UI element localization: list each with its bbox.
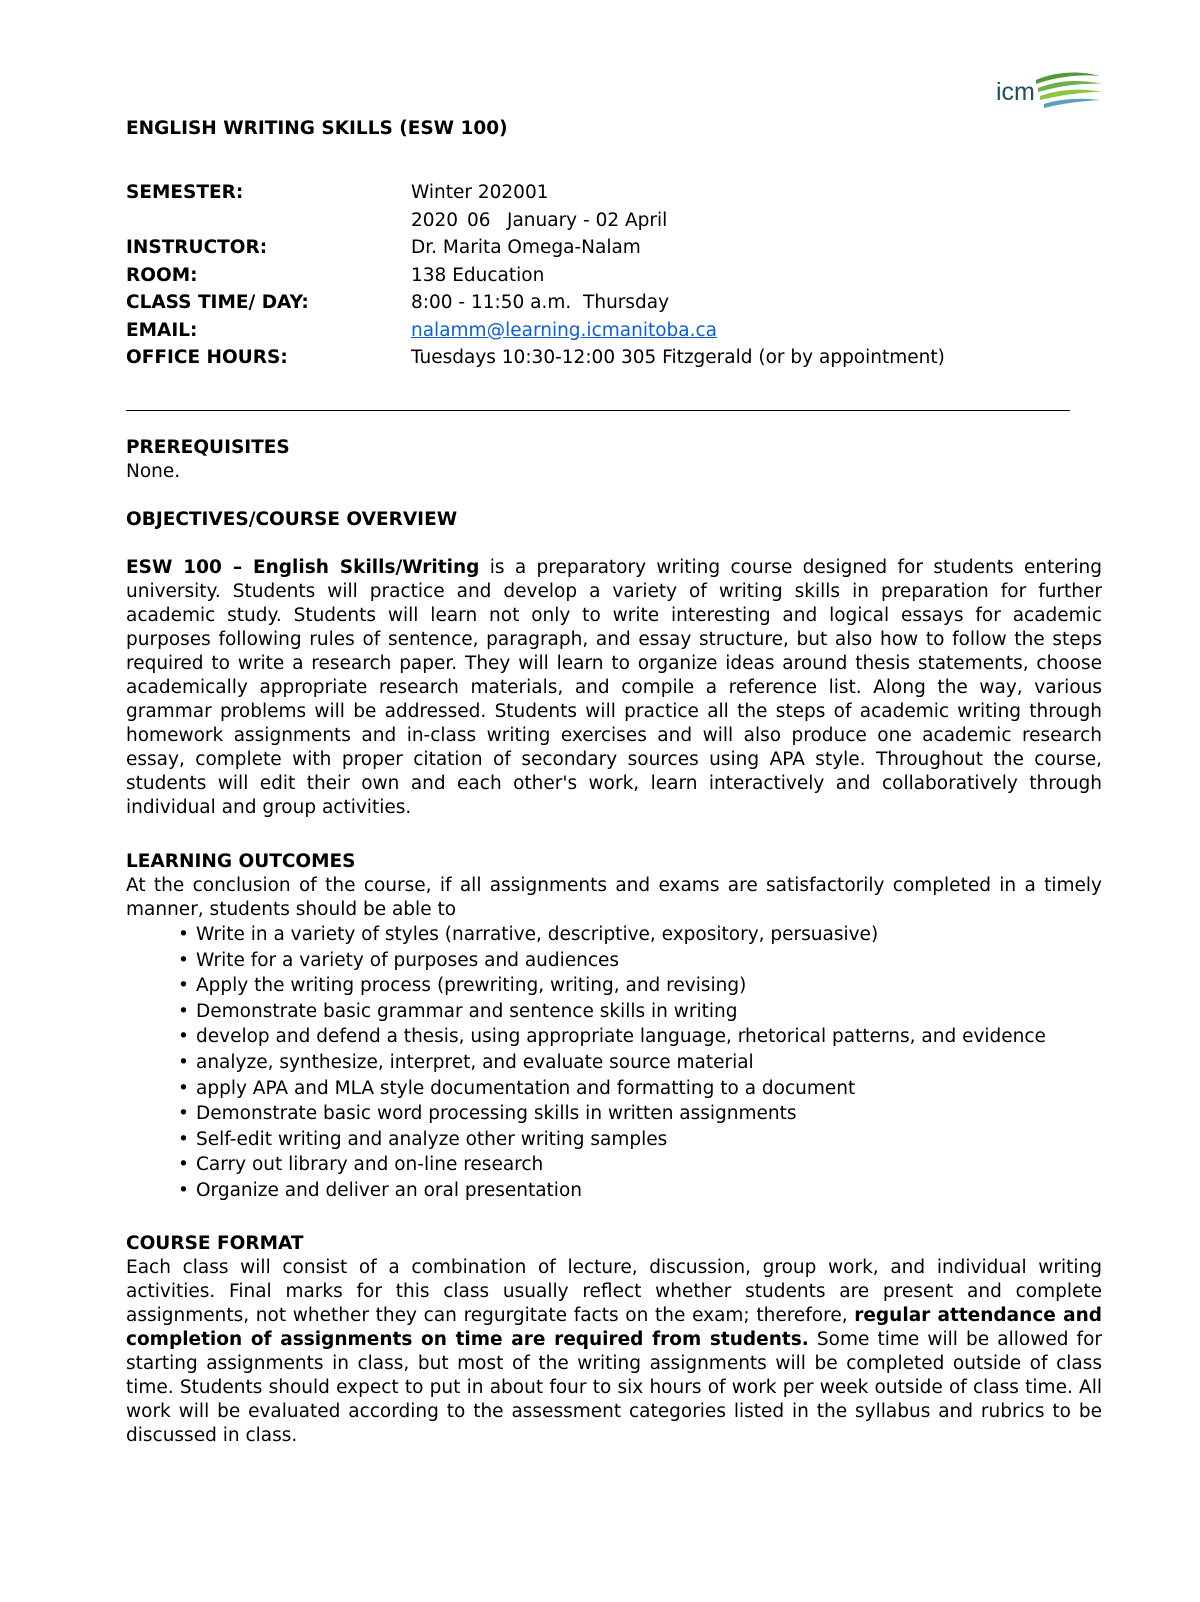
course-format-section (126, 1232, 1102, 1448)
objectives-section (126, 508, 1102, 820)
format-heading: COURSE FORMAT (126, 1233, 304, 1254)
list-item: • Organize and deliver an oral presentation (174, 1178, 1102, 1204)
list-item: • Demonstrate basic word processing skills in written assignments (174, 1101, 1102, 1127)
date-day: 06 (467, 209, 491, 231)
outcomes-list (126, 922, 1102, 1204)
instructor-label: INSTRUCTOR: (126, 237, 268, 258)
class-time-value: 8:00 - 11:50 a.m. Thursday (411, 292, 670, 313)
list-item: • Write in a variety of styles (narrative, descriptive, expository, persuasive) (174, 922, 1102, 948)
room-label: ROOM: (126, 264, 198, 286)
class-time-row (126, 289, 1102, 317)
prerequisites-heading: PREREQUISITES (126, 437, 290, 458)
list-item: • Apply the writing process (prewriting, writing, and revising) (174, 973, 1102, 999)
format-paragraph (126, 1256, 1102, 1448)
instructor-row (126, 234, 1102, 262)
outcomes-intro: At the conclusion of the course, if all assignments and exams are satisfactorily completed in a timely manner, students should be able to (126, 875, 1102, 920)
divider (126, 410, 1070, 411)
format-text-1: Each class will consist of a combination of lecture, discussion, group work, and individual writing activities. Final marks for this class usually reflect whether students are present and complete assignments, not whether they can regurgitate facts on the exam; therefore, (126, 1257, 1102, 1326)
date-year: 2020 (411, 209, 459, 231)
semester-label: SEMESTER: (126, 182, 244, 203)
list-item: • Self-edit writing and analyze other writing samples (174, 1127, 1102, 1153)
prerequisites-section (126, 436, 1102, 484)
semester-dates-row (126, 207, 1102, 235)
room-value: 138 Education (411, 264, 545, 286)
date-range: January - 02 April (507, 209, 668, 231)
semester-dates (411, 207, 1102, 235)
objectives-body: is a preparatory writing course designed for students entering university. Students will practice and develop a variety of writing skills in preparation for further academic study. Students will learn not only to write interesting and logical essays for academic purposes following rules of sentence, paragraph, and essay structure, but also how to follow the steps required to write a research paper. They will learn to organize ideas around thesis statements, choose academically appropriate research materials, and compile a reference list. Along the way, various grammar problems will be addressed. Students will practice all the steps of academic writing through homework assignments and in-class writing exercises and will also produce one academic research essay, complete with proper citation of secondary sources using APA style. Throughout the course, students will edit their own and each other's work, learn interactively and collaboratively through individual and group activities. (126, 557, 1102, 818)
office-hours-row (126, 344, 1102, 372)
list-item: • analyze, synthesize, interpret, and evaluate source material (174, 1050, 1102, 1076)
email-link[interactable]: nalamm@learning.icmanitoba.ca (411, 319, 718, 341)
prerequisites-text: None. (126, 461, 181, 482)
objectives-paragraph (126, 556, 1102, 820)
semester-value: Winter 202001 (411, 182, 549, 203)
office-hours-value: Tuesdays 10:30-12:00 305 Fitzgerald (or by appointment) (411, 347, 945, 368)
list-item: • Demonstrate basic grammar and sentence skills in writing (174, 999, 1102, 1025)
email-row (126, 317, 1102, 345)
instructor-value: Dr. Marita Omega-Nalam (411, 237, 641, 258)
learning-outcomes-section (126, 850, 1102, 1204)
document-title: ENGLISH WRITING SKILLS (ESW 100) (126, 118, 508, 139)
format-text-2: Some time will be allowed for starting assignments in class, but most of the writing assignments will be completed outside of class time. Students should expect to put in about four to six hours of work per week outside of class time. All work will be evaluated according to the assessment categories listed in the syllabus and rubrics to be discussed in class. (126, 1329, 1102, 1446)
list-item: • Carry out library and on-line research (174, 1152, 1102, 1178)
icm-logo (996, 70, 1104, 114)
list-item: • Write for a variety of purposes and audiences (174, 948, 1102, 974)
syllabus-header (126, 116, 1102, 372)
logo-swoosh-icon (1034, 70, 1104, 114)
objectives-lead: ESW 100 – English Skills/Writing (126, 557, 480, 578)
room-row (126, 262, 1102, 290)
list-item: • develop and defend a thesis, using appropriate language, rhetorical patterns, and evidence (174, 1024, 1102, 1050)
office-hours-label: OFFICE HOURS: (126, 347, 288, 368)
list-item: • apply APA and MLA style documentation and formatting to a document (174, 1076, 1102, 1102)
email-label: EMAIL: (126, 319, 198, 341)
format-bold: regular attendance and completion of assignments on time are required from students. (126, 1305, 1102, 1350)
semester-row (126, 179, 1102, 207)
objectives-heading: OBJECTIVES/COURSE OVERVIEW (126, 509, 458, 530)
course-info-block (126, 179, 1102, 372)
logo-text: icm (996, 78, 1035, 106)
class-time-label: CLASS TIME/ DAY: (126, 292, 309, 313)
outcomes-heading: LEARNING OUTCOMES (126, 851, 356, 872)
